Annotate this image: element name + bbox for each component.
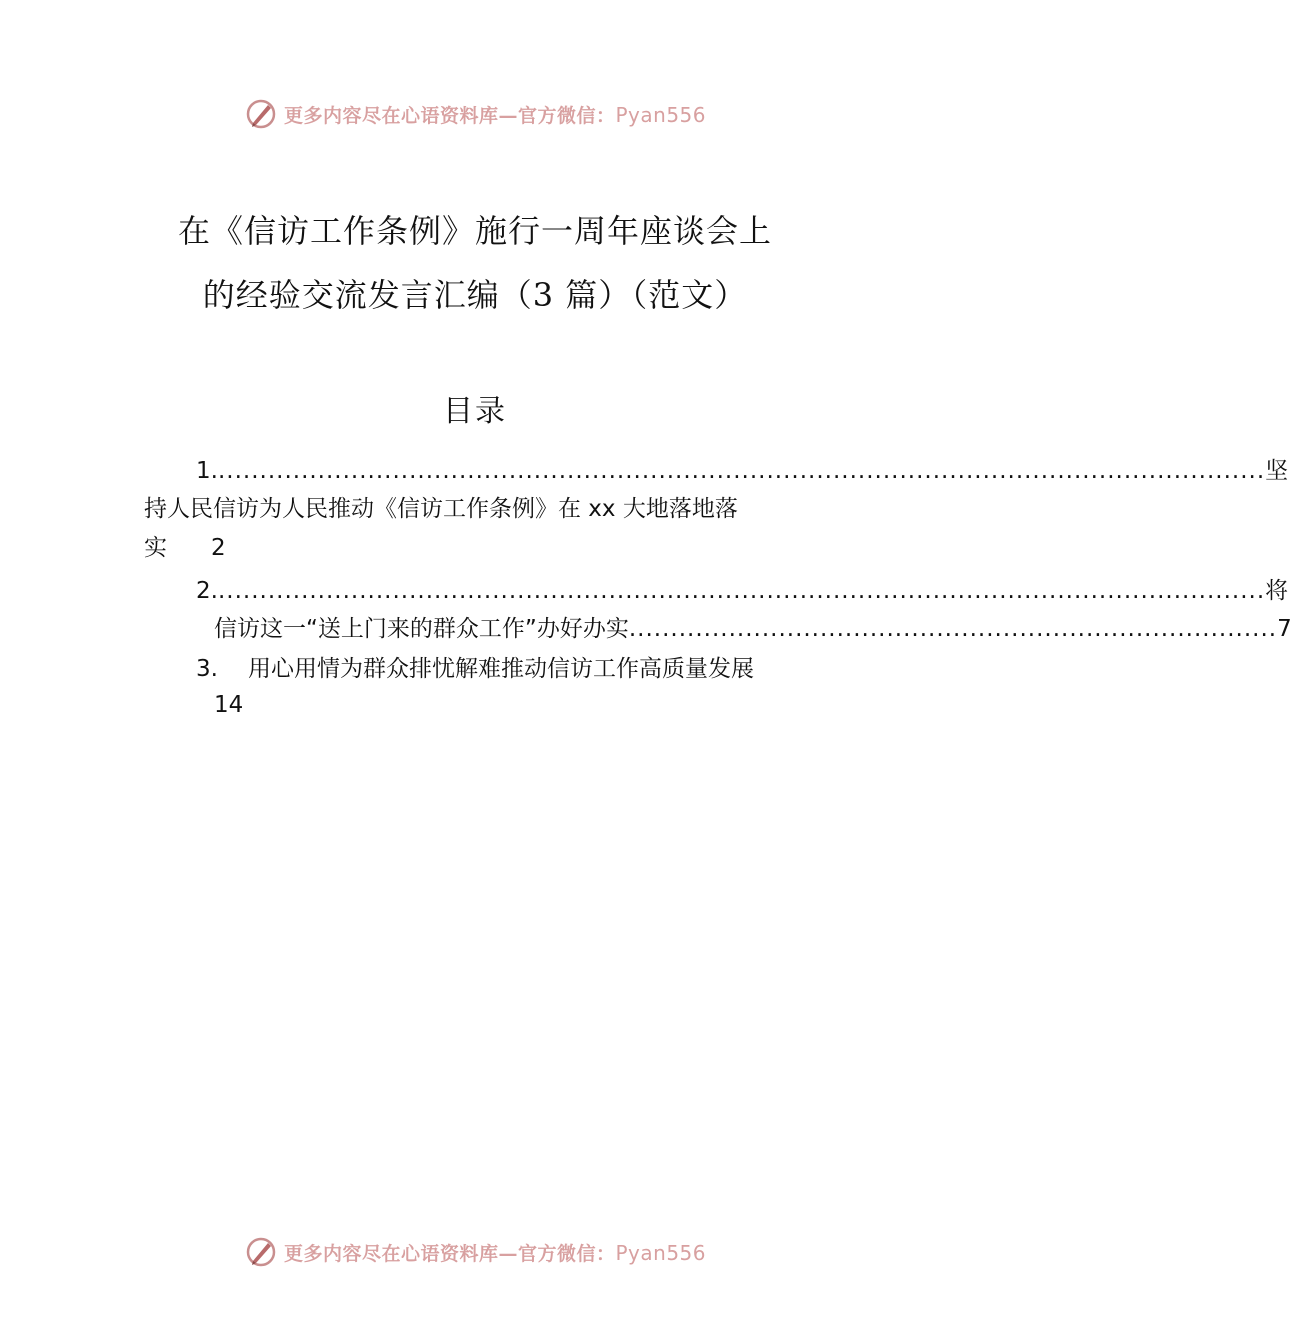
toc-item-1-continuation[interactable]: 持人民信访为人民推动《信访工作条例》在 xx 大地落地落 xyxy=(144,496,738,522)
banner-text: 更多内容尽在心语资料库—官方微信：Pyan556 xyxy=(283,1240,707,1265)
banner-text: 更多内容尽在心语资料库—官方微信：Pyan556 xyxy=(283,102,707,127)
toc-page-number: 7 xyxy=(1277,616,1292,642)
toc-heading: 目录 xyxy=(443,394,507,429)
toc-item-2[interactable]: 2. .............................................................................................................................. 将 xyxy=(196,572,818,610)
footer-banner xyxy=(0,1232,950,1272)
toc-item-3-page[interactable]: 14 xyxy=(214,692,244,718)
toc-leader-dots: .............................................................................................................................. xyxy=(217,578,1266,604)
toc-item-3[interactable]: 3. 用心用情为群众排忧解难推动信访工作高质量发展 xyxy=(196,656,754,682)
toc-leader-dots: .............................................................................. xyxy=(628,616,1278,642)
header-banner xyxy=(0,94,950,134)
toc-item-2-continuation[interactable]: 信访这一“送上门来的群众工作”办好办实 .............................................................................. 7 xyxy=(214,610,808,648)
toc-item-1[interactable]: 1. .............................................................................................................................. 坚 xyxy=(196,452,818,490)
toc-page-number: 2 xyxy=(211,535,226,561)
document-title-line-2: 的经验交流发言汇编（3 篇）（范文） xyxy=(202,276,748,314)
toc-item-1-end[interactable]: 实 2 xyxy=(144,535,226,561)
pen-in-circle-icon xyxy=(244,1235,278,1269)
pen-in-circle-icon xyxy=(244,97,278,131)
document-title-line-1: 在《信访工作条例》施行一周年座谈会上 xyxy=(177,212,772,250)
toc-leader-dots: .............................................................................................................................. xyxy=(217,458,1266,484)
